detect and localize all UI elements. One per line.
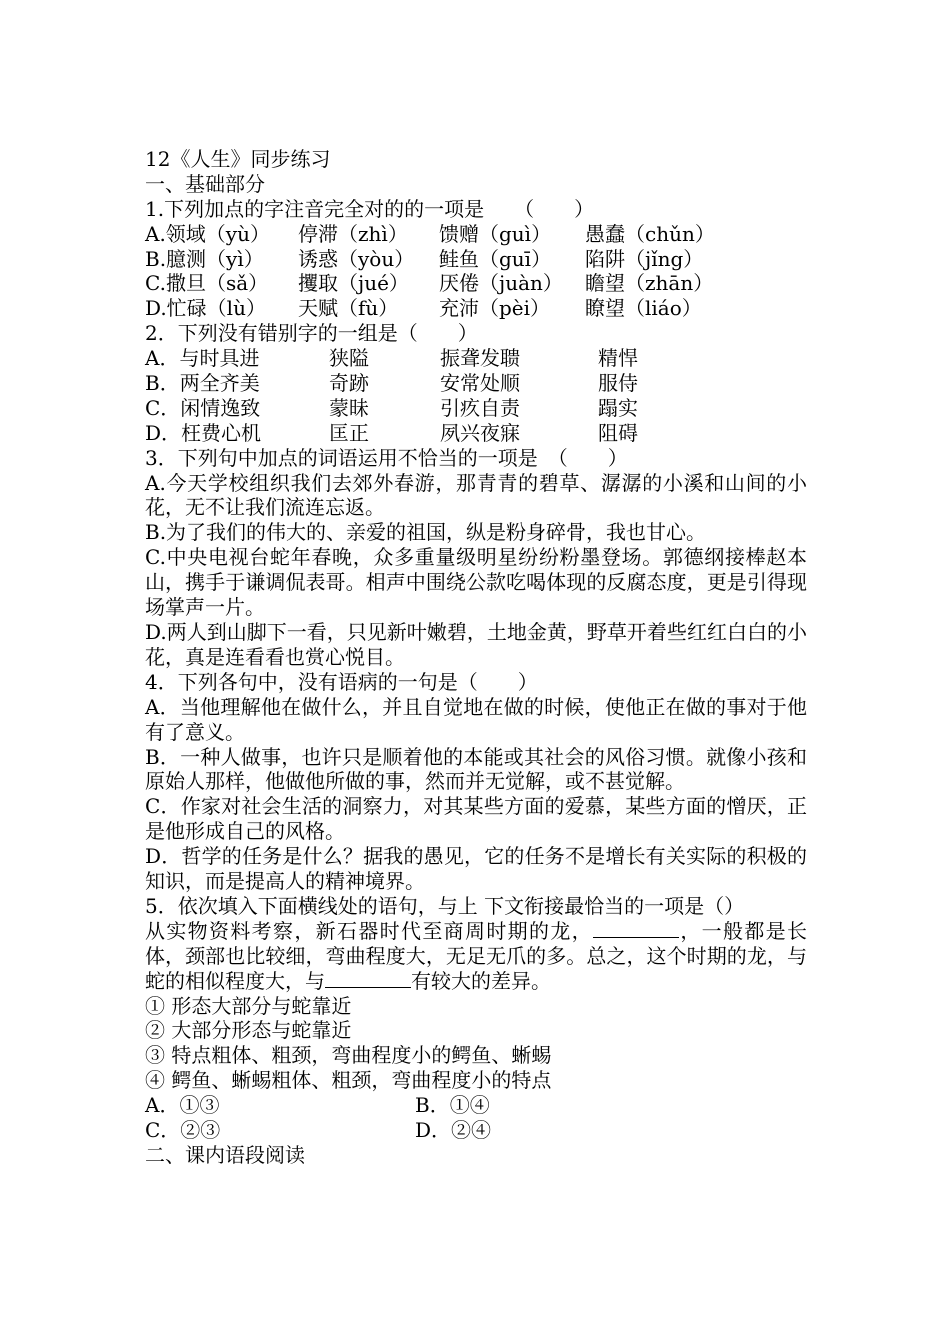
pinyin-item: 鲑鱼（guī） bbox=[439, 246, 552, 271]
question-1-option-row bbox=[145, 271, 807, 296]
question-5-item: ① 形态大部分与蛇靠近 bbox=[145, 993, 352, 1018]
passage-text: 从实物资料考察，新石器时代至商周时期的龙， bbox=[145, 918, 593, 943]
question-5-item: ③ 特点粗体、粗颈，弯曲程度小的鳄鱼、蜥蜴 bbox=[145, 1043, 552, 1068]
word-item: 蒙昧 bbox=[329, 395, 369, 420]
word-item: 服侍 bbox=[598, 371, 638, 396]
section-heading-reading: 二、课内语段阅读 bbox=[145, 1142, 305, 1167]
question-2-option-row bbox=[145, 396, 807, 421]
word-item: 蹋实 bbox=[598, 395, 638, 420]
question-4-option-a: A．当他理解他在做什么，并且自觉地在做的时候，使他正在做的事对于他有了意义。 bbox=[145, 694, 807, 744]
word-item: 引疚自责 bbox=[440, 395, 520, 420]
pinyin-item: 瞻望（zhān） bbox=[585, 271, 714, 296]
word-item: C．闲情逸致 bbox=[145, 395, 261, 420]
question-4-option-c: C．作家对社会生活的洞察力，对其某些方面的爱慕，某些方面的憎厌，正是他形成自己的风格。 bbox=[145, 794, 807, 844]
passage-text: ，一般都是长体，颈部也比较细，弯曲程度大，无足无爪的多。总之，这个时期的龙，与蛇的相似程度大，与 bbox=[145, 918, 808, 993]
question-2-option-row bbox=[145, 346, 807, 371]
section-heading-basic: 一、基础部分 bbox=[145, 171, 265, 196]
word-item: 夙兴夜寐 bbox=[440, 420, 520, 445]
word-item: 匡正 bbox=[329, 420, 369, 445]
question-3-option-c: C.中央电视台蛇年春晚，众多重量级明星纷纷粉墨登场。郭德纲接棒赵本山，携手于谦调侃表哥。相声中围绕公款吃喝体现的反腐态度，更是引得现场掌声一片。 bbox=[145, 545, 807, 620]
answer-choice: A．①③ bbox=[145, 1093, 220, 1118]
question-1-option-row bbox=[145, 296, 807, 321]
question-5-passage bbox=[145, 919, 807, 994]
answer-choice: D．②④ bbox=[415, 1118, 492, 1143]
document-page bbox=[145, 147, 807, 1168]
word-item: 阻碍 bbox=[598, 420, 638, 445]
question-4-stem: 4．下列各句中，没有语病的一句是（ ） bbox=[145, 669, 538, 694]
document-title: 12《人生》同步练习 bbox=[145, 147, 331, 171]
word-item: B．两全齐美 bbox=[145, 371, 260, 396]
question-1-option-row bbox=[145, 222, 807, 247]
question-3-option-d: D.两人到山脚下一看，只见新叶嫩碧，土地金黄，野草开着些红红白白的小花，真是连看看也赏心悦目。 bbox=[145, 620, 807, 669]
pinyin-item: 诱惑（yòu） bbox=[298, 246, 415, 271]
word-item: 狭隘 bbox=[329, 346, 369, 371]
answer-choice: C．②③ bbox=[145, 1118, 221, 1143]
pinyin-item: 天赋（fù） bbox=[298, 296, 399, 321]
pinyin-item: 馈赠（guì） bbox=[439, 221, 552, 246]
word-item: 精悍 bbox=[598, 346, 638, 371]
question-3-option-a: A.今天学校组织我们去郊外春游，那青青的碧草、潺潺的小溪和山间的小花，无不让我们流连忘返。 bbox=[145, 470, 807, 520]
pinyin-item: 愚蠢（chǔn） bbox=[585, 221, 715, 246]
question-2-stem: 2．下列没有错别字的一组是（ ） bbox=[145, 321, 478, 346]
question-5-item: ② 大部分形态与蛇靠近 bbox=[145, 1018, 352, 1043]
pinyin-item: 厌倦（juàn） bbox=[439, 271, 563, 296]
word-item: 振聋发聩 bbox=[440, 346, 520, 371]
pinyin-item: 停滞（zhì） bbox=[298, 221, 408, 246]
passage-text: 有较大的差异。 bbox=[411, 968, 551, 993]
question-1-stem: 1.下列加点的字注音完全对的的一项是 （ ） bbox=[145, 196, 595, 221]
word-item: 奇跡 bbox=[329, 371, 369, 396]
pinyin-item: 攫取（jué） bbox=[298, 271, 409, 296]
pinyin-item: A.领域（yù） bbox=[145, 221, 270, 246]
pinyin-item: D.忙碌（lù） bbox=[145, 296, 266, 321]
question-2-option-row bbox=[145, 421, 807, 446]
pinyin-item: 陷阱（jǐng） bbox=[585, 246, 704, 271]
question-5-stem: 5．依次填入下面横线处的语句，与上 下文衔接最恰当的一项是（） bbox=[145, 893, 745, 918]
pinyin-item: 充沛（pèi） bbox=[439, 296, 551, 321]
word-item: 安常处顺 bbox=[440, 371, 520, 396]
question-4-option-b: B．一种人做事，也许只是顺着他的本能或其社会的风俗习惯。就像小孩和原始人那样，他做他所做的事，然而并无觉解，或不甚觉解。 bbox=[145, 744, 807, 794]
fill-blank bbox=[325, 969, 411, 988]
word-item: D．枉费心机 bbox=[145, 420, 262, 445]
question-5-item: ④ 鳄鱼、蜥蜴粗体、粗颈，弯曲程度小的特点 bbox=[145, 1068, 552, 1093]
question-1-option-row bbox=[145, 247, 807, 272]
fill-blank bbox=[593, 919, 679, 938]
question-5-answer-row bbox=[145, 1093, 807, 1118]
pinyin-item: 瞭望（liáo） bbox=[585, 296, 702, 321]
question-5-answer-row bbox=[145, 1118, 807, 1143]
question-3-option-b: B.为了我们的伟大的、亲爱的祖国，纵是粉身碎骨，我也甘心。 bbox=[145, 520, 707, 545]
pinyin-item: B.臆测（yì） bbox=[145, 246, 264, 271]
question-4-option-d: D．哲学的任务是什么？据我的愚见，它的任务不是增长有关实际的积极的知识，而是提高人的精神境界。 bbox=[145, 844, 807, 894]
word-item: A．与时具进 bbox=[145, 346, 260, 371]
question-2-option-row bbox=[145, 371, 807, 396]
question-3-stem: 3．下列句中加点的词语运用不恰当的一项是 （ ） bbox=[145, 445, 628, 470]
answer-choice: B．①④ bbox=[415, 1093, 490, 1118]
pinyin-item: C.撒旦（sǎ） bbox=[145, 271, 269, 296]
